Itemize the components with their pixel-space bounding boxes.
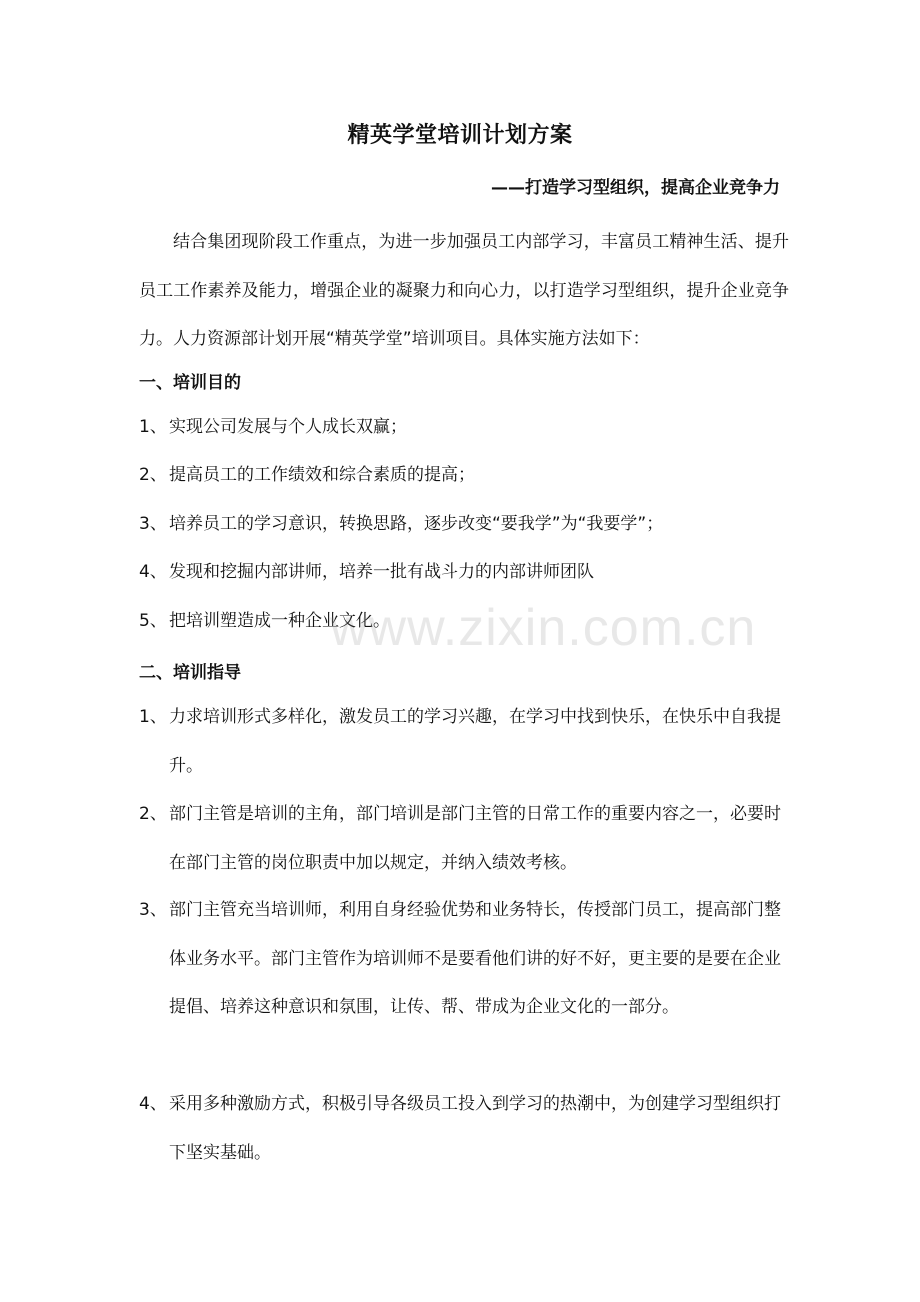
- list-item-number: 2、: [139, 465, 167, 485]
- document-title: 精英学堂培训计划方案: [347, 123, 573, 148]
- list-item-number: 5、: [139, 611, 167, 631]
- list-item-text: 部门主管充当培训师，利用自身经验优势和业务特长，传授部门员工，提高部门整体业务水平。部门主管作为培训师不是要看他们讲的好不好，更主要的是要在企业提倡、培养这种意识和氛围，让传、帮、带成为企业文化的一部分。: [169, 900, 781, 1017]
- list-item-number: 3、: [139, 900, 167, 920]
- list-item-number: 3、: [139, 514, 167, 534]
- list-item: [139, 693, 789, 790]
- document-subtitle: ——打造学习型组织，提高企业竞争力: [491, 178, 780, 198]
- list-item-text: 部门主管是培训的主角，部门培训是部门主管的日常工作的重要内容之一，必要时在部门主管的岗位职责中加以规定，并纳入绩效考核。: [169, 804, 781, 873]
- list-item: [139, 597, 789, 646]
- list-item: [139, 500, 789, 549]
- list-item-number: 2、: [139, 804, 167, 824]
- section-heading-purpose: 一、培训目的: [139, 373, 241, 393]
- watermark: www.zixin.com.cn: [330, 599, 757, 657]
- list-item-text: 实现公司发展与个人成长双赢；: [169, 417, 407, 437]
- list-item: [139, 451, 789, 500]
- list-item-text: 采用多种激励方式，积极引导各级员工投入到学习的热潮中，为创建学习型组织打下坚实基础。: [169, 1094, 781, 1163]
- intro-paragraph: 结合集团现阶段工作重点，为进一步加强员工内部学习，丰富员工精神生活、提升员工工作素养及能力，增强企业的凝聚力和向心力，以打造学习型组织，提升企业竞争力。人力资源部计划开展“精英学堂”培训项目。具体实施方法如下：: [139, 232, 789, 349]
- list-item: [139, 1080, 789, 1177]
- list-item-number: 1、: [139, 417, 167, 437]
- list-item-text: 力求培训形式多样化，激发员工的学习兴趣，在学习中找到快乐，在快乐中自我提升。: [169, 707, 781, 776]
- list-item-number: 4、: [139, 562, 167, 582]
- list-item-text: 把培训塑造成一种企业文化。: [169, 611, 390, 631]
- list-item-number: 4、: [139, 1094, 167, 1114]
- list-item-text: 发现和挖掘内部讲师，培养一批有战斗力的内部讲师团队: [169, 562, 594, 582]
- section-heading-guidance: 二、培训指导: [139, 663, 241, 683]
- list-item: [139, 403, 789, 452]
- list-item: [139, 548, 789, 597]
- list-item-text: 提高员工的工作绩效和综合素质的提高；: [169, 465, 475, 485]
- list-item-number: 1、: [139, 707, 167, 727]
- list-item-text: 培养员工的学习意识，转换思路，逐步改变“要我学”为“我要学”；: [169, 514, 664, 534]
- list-item: [139, 790, 789, 887]
- list-item: [139, 886, 789, 1032]
